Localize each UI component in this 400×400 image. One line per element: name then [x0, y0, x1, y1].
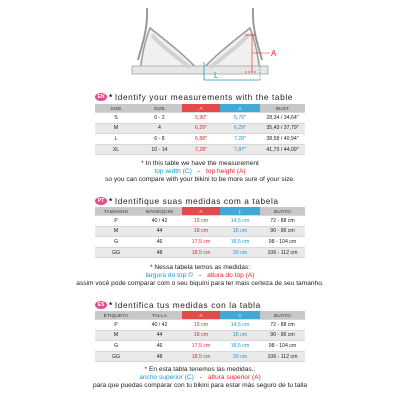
note-pt-height: altura do top (A)	[207, 272, 255, 279]
note-pt-line1: * Nessa tabela temos as medidas:	[149, 264, 251, 271]
cell: 0 - 2	[137, 113, 182, 124]
note-en-width: top width (C)	[154, 168, 192, 175]
note-en	[0, 160, 400, 184]
table-row	[95, 247, 305, 258]
badge-pt: PT	[95, 197, 107, 205]
note-en-line2	[0, 168, 400, 176]
cell: 40 / 42	[137, 216, 182, 227]
asterisk-icon: *	[109, 196, 113, 206]
size-table-en	[95, 104, 305, 155]
table-row	[95, 330, 305, 341]
label-a: A	[271, 49, 277, 58]
cell: 90 - 96 cm	[260, 330, 305, 341]
cell: 20 cm	[220, 247, 260, 258]
cell: 35,43 / 37,79"	[260, 123, 305, 134]
header-busto: BUSTO	[260, 311, 305, 320]
cell: 106 - 112 cm	[260, 351, 305, 362]
cell: 6,88"	[182, 134, 220, 145]
badge-es: ES	[95, 301, 107, 309]
header-etiqueta: ETIQUETA	[95, 311, 137, 320]
note-pt-line3: assim você pode comparar com o seu biquíni para ter mais certeza de seu tamanho.	[76, 280, 324, 287]
note-en-line3: so you can compare with your bikini to be more sure of your size.	[105, 176, 295, 183]
note-es-height: altura superior (A)	[208, 374, 261, 381]
cell: 90 - 96 cm	[260, 226, 305, 237]
table-row	[95, 113, 305, 124]
cell: 7,28"	[182, 144, 220, 155]
cell: 44	[137, 330, 182, 341]
cell: 46	[137, 237, 182, 248]
cell: 28,34 / 34,64"	[260, 113, 305, 124]
cell: 14,5 cm	[220, 320, 260, 331]
note-en-dash: -	[197, 168, 200, 175]
table-row	[95, 237, 305, 248]
title-pt: Identifique suas medidas com a tabela	[114, 196, 279, 206]
cell: S	[95, 113, 137, 124]
cell: P	[95, 320, 137, 331]
section-pt	[95, 196, 305, 258]
table-row	[95, 320, 305, 331]
cell: 14,5 cm	[220, 216, 260, 227]
header-bust: BUST	[260, 104, 305, 113]
label-l: L	[214, 71, 219, 80]
table-header	[95, 104, 305, 113]
header-a2: A	[220, 104, 260, 113]
cell: 7,87"	[220, 144, 260, 155]
cell: 18,5 cm	[220, 237, 260, 248]
cell: 15 cm	[182, 216, 220, 227]
note-pt	[0, 264, 400, 288]
cell: 6 - 8	[137, 134, 182, 145]
header-a: A	[182, 311, 220, 320]
cell: M	[95, 226, 137, 237]
header-size-num: SIZE	[137, 104, 182, 113]
cell: 10 - 14	[137, 144, 182, 155]
note-en-height: top height (A)	[206, 168, 246, 175]
note-pt-width: largura do top ©	[145, 272, 193, 279]
table-row	[95, 216, 305, 227]
table-header	[95, 311, 305, 320]
note-es-line1: * En esta tabla tenemos las medidas.:	[144, 366, 256, 373]
size-table-pt	[95, 207, 305, 258]
badge-en: EN	[95, 93, 107, 101]
cell: 17,5 cm	[182, 341, 220, 352]
cell: 38,58 / 40,94"	[260, 134, 305, 145]
table-row	[95, 226, 305, 237]
bikini-top-illustration	[120, 0, 280, 85]
header-a: A	[182, 207, 220, 216]
title-en: Identify your measurements with the table	[114, 92, 294, 102]
cell: 16 cm	[220, 226, 260, 237]
table-row	[95, 134, 305, 145]
cell: 15 cm	[182, 320, 220, 331]
table-header	[95, 207, 305, 216]
header-busto: BUSTO	[260, 207, 305, 216]
cell: G	[95, 341, 137, 352]
cell: 16 cm	[220, 330, 260, 341]
cell: L	[95, 134, 137, 145]
cell: 48	[137, 247, 182, 258]
cell: 40 / 42	[137, 320, 182, 331]
header-talla: TALLA	[137, 311, 182, 320]
cell: 18,5 cm	[182, 247, 220, 258]
header-a: A	[182, 104, 220, 113]
cell: G	[95, 237, 137, 248]
note-es-width: ancho superior (C)	[139, 374, 194, 381]
cell: 46	[137, 341, 182, 352]
note-es-dash: -	[199, 374, 203, 381]
cell: M	[95, 123, 137, 134]
cell: 7,28"	[220, 134, 260, 145]
note-en-line1: * In this table we have the measurement	[141, 160, 259, 167]
cell: 98 - 104 cm	[260, 341, 305, 352]
table-row	[95, 144, 305, 155]
header-tamanho: TAMANHO	[95, 207, 137, 216]
note-es	[0, 366, 400, 390]
cell: 106 - 112 cm	[260, 247, 305, 258]
cell: 5,70"	[220, 113, 260, 124]
cell: 16 cm	[182, 330, 220, 341]
cell: P	[95, 216, 137, 227]
header-size: SIZE	[95, 104, 137, 113]
note-es-line2	[0, 374, 400, 382]
section-en-title	[95, 92, 305, 102]
cell: 18,5 cm	[220, 341, 260, 352]
table-row	[95, 351, 305, 362]
section-pt-title	[95, 196, 305, 206]
table-row	[95, 123, 305, 134]
cell: 72 - 88 cm	[260, 320, 305, 331]
size-table-es	[95, 311, 305, 362]
section-es	[95, 300, 305, 362]
cell: 20 cm	[220, 351, 260, 362]
asterisk-icon: *	[109, 92, 113, 102]
table-row	[95, 341, 305, 352]
asterisk-icon: *	[109, 300, 113, 310]
cell: 6,29"	[182, 123, 220, 134]
header-a2: A	[220, 311, 260, 320]
header-manequim: MANEQUIM	[137, 207, 182, 216]
section-es-title	[95, 300, 305, 310]
cell: XL	[95, 144, 137, 155]
section-en	[95, 92, 305, 155]
note-pt-line2	[0, 272, 400, 280]
header-l: L	[220, 207, 260, 216]
cell: 98 - 104 cm	[260, 237, 305, 248]
title-es: Identifica tus medidas con la tabla	[114, 300, 261, 310]
cell: 16 cm	[182, 226, 220, 237]
cell: 41,73 / 44,09"	[260, 144, 305, 155]
cell: 48	[137, 351, 182, 362]
cell: M	[95, 330, 137, 341]
cell: 4	[137, 123, 182, 134]
cell: 17,5 cm	[182, 237, 220, 248]
cell: 44	[137, 226, 182, 237]
note-es-line3: para que puedas comparar con tu bikini para estar más seguro de tu talla	[92, 382, 308, 389]
cell: 6,29"	[220, 123, 260, 134]
cell: 72 - 88 cm	[260, 216, 305, 227]
note-pt-dash: -	[198, 272, 202, 279]
cell: GG	[95, 247, 137, 258]
cell: 18,5 cm	[182, 351, 220, 362]
cell: 5,90"	[182, 113, 220, 124]
cell: GG	[95, 351, 137, 362]
